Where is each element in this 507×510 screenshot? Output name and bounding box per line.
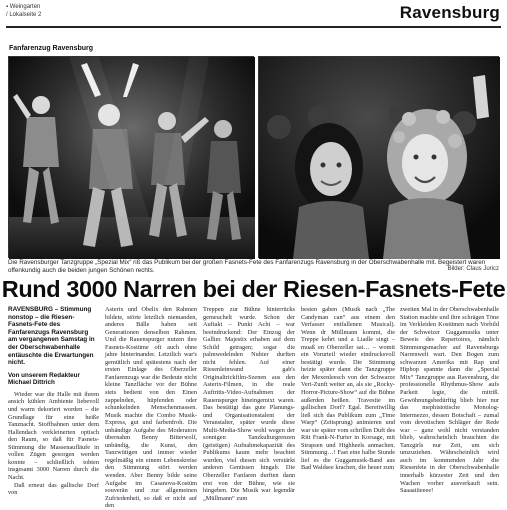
article-paragraph: Daß erneut das gallische Dorf von [8,481,99,497]
header-city: Ravensburg [399,3,500,22]
photo-dancers [8,56,254,258]
article-column-4 [301,306,395,472]
article-headline: Rund 3000 Narren bei der Riesen-Fasnets-Fete [1,276,506,302]
header-line-2: / Lokalseite 2 [6,12,42,18]
article-paragraph: Wieder war die Halle mit ihrem ansich kühlen Ambiente liebevoll und warm dekoriert worden – die Grundlage für eine heiße Tanznacht. Stoffbahnen unter dem Hallendach verkleinerten optisch den Raum, so daß für Fasnets-Stimmung die Massenaufläufe in vollen Zügen gesorgen werden konnte – schließlich tobten insgesamt 3000 Narren durch die Nacht. [8,390,99,481]
article-column-1 [8,306,99,497]
photo-credit: Bilder: Claus Juricz [447,266,499,272]
byline-role: Von unserem Redakteur [8,371,80,379]
photo-caption [8,259,499,274]
article-column-5 [400,306,499,495]
article-paragraph: zweiten Mal in der Oberschwabenhalle Station machte und ihre schrägen Töne im Verkleiden Kostümen nach Vorbild der Schweizer Guggamusiks unter Beweis des Repertoires, nämlich Stimmungsmacher auf Ravensburgs Narrenwelt wart. Den Bogen zum schwarzen Amerika mit Rap und Hiphop spannte dann die „Special Mix“ Tanzgruppe aus Ravensburg, die professionelle Rhythmus-Show aufs Parkett legte, die mitriß. Gewöhnungsbedürftig blieb hier nur das mephistotische Monolog-Intermezzo, dessen Botschaft – zumal vom devotischen Schläger der Rede war – ganz wohl nicht verstanden blieb, wahrscheinlich brauchten die Tanzgirls nur Zeit, um sich umzuziehen. Währscheinlich wird auch im kommenden Jahr die Riesenfete in der Oberschwabenhalle innerhalb kürzester Zeit und den Wachen vorher ausverkauft sein. Saaaaiiieeee! [400,306,499,495]
article-lead [8,306,99,367]
article-paragraph: besten gaben (Musik nach „The Candyman can“ aus einem den Verfasser entfallenen Musical). Wenn dr Müllmann kommt, die Treppe kehrt und a Liadle singt – muaß en Oberzeller sai… – womit ein Vorurteil wieder eindrucksvoll bestätigt wurde. Die Stimmung heizte später dann die Tanzgruppe der Mexenleesch von der Schwarze Veri-Zunft weiter an, als sie „Rocky-Horror-Picture-Show“ auf die Bühne außerden heißen. Travestie im gallischen Dorf? Egal. Bereitwillig ließ sich das Publikum zum „Time Warp“ (Zeitsprung) animieren und war sie später vom schrillen Duft des Ritt Frank-N-Furter in Korsage, mit Strapsen und Highheels anmachen. Stimmung…! Fast eine halbe Stunde lief es die Guggamusik-Band aus Bad Waldsee krachen, die heuer zum [301,306,395,472]
photo-caption-text: Die Ravensburger Tanzgruppe „Spezial Mix“ riß das Publikum bei der großen Fasnets-Fete des Fanfarenzugs Ravensburg in der Oberschwabenhalle mit. Begeistert waren offenkundig auch die beiden jungen Schönen rechts. [8,259,486,274]
article-paragraph: Treppen zur Bühne hinterrücks gemeuchelt wurde. Schon der Auftakt – Punkt Acht – war beeindruckend: Der Einzug der Gallier. Majestix erhaben auf dem Schild getragen; sogar die palmwedelnden Nubier durften nicht fehlen. Auf einer Riesenleinwand gab's Originaltrickfilm-Szenen aus den Asterix-Filmen, in die reale Auftritts-Video-Aufnahmen der Rauenspurger hineingemixt waren. Das bestätigt das gute Planungs- und Organisationstalent der Veranstalter, später wurde diese Multi-Media-Show wohl wegen der sonnigen Tanzkulturgrenzen (geistigen) Aufnahmekapazität des Publikums kaum mehr beachtet wurden, viel diesen sich verstärkt anderen Genüssen hingab. Die Oberzeller Fanfaren durften dann erst von der Bühne, wie sie hingeben. Die Musik war legendär „Müllmann“ zum [203,306,295,502]
article-byline [8,372,99,387]
photo-audience [258,56,499,258]
header-line-1: ▪ Weingarten [6,4,41,10]
article-column-2 [105,306,197,510]
photo-audience-image [259,57,500,259]
header-rule [6,26,501,28]
byline-author: Michael Dittrich [8,379,55,387]
article-column-3 [203,306,295,502]
article-lead-text: RAVENSBURG – Stimmung nonstop – die Riesen-Fasnets-Fete des Fanfarenzugs Ravensburg am vergangenen Samstag in der Oberschwabenhalle entäuschte die Erwartungen nicht. [8,306,95,367]
article-kicker: Fanfarenzug Ravensburg [9,45,94,52]
article-paragraph: Asterix und Obelix den Rahmen bildete, störte letztlich niemanden, anderes Bälle haben seit Generationen denselben Rahmen. Und die Rauenspurger nutzen ihre Fasnets-Kostüme oft auch ohne jahre hinterinander. Letztlich war's gemütlich und spätestens nach der ersten Einlage des Oberzeller Fanfarenzugs war die Bedeute nicht kleine Tanzfläche vor der Bühne stets bedient von den Einen zappelnden, hüpfenden oder schunkelnden Menschenmassen. Musik machte die Combo Musik-Express, gut und farbenfroh. Die unbändige Aufgabe des Moderators übernahm Benny Bitterwolf, unbändig, die Kunst, den Tanzwütigen und immer wieder regelmäßig ein einem Lebenskreise den Stimmung stört werden wenden. Aber Benny bilde seine Aufgabe im Casanova-Kostüm souverän und zur allgemeinen Zufriedenheit, so daß er nicht auf den [105,306,197,510]
header-section-label [6,3,41,19]
photo-dancers-image [9,57,255,259]
